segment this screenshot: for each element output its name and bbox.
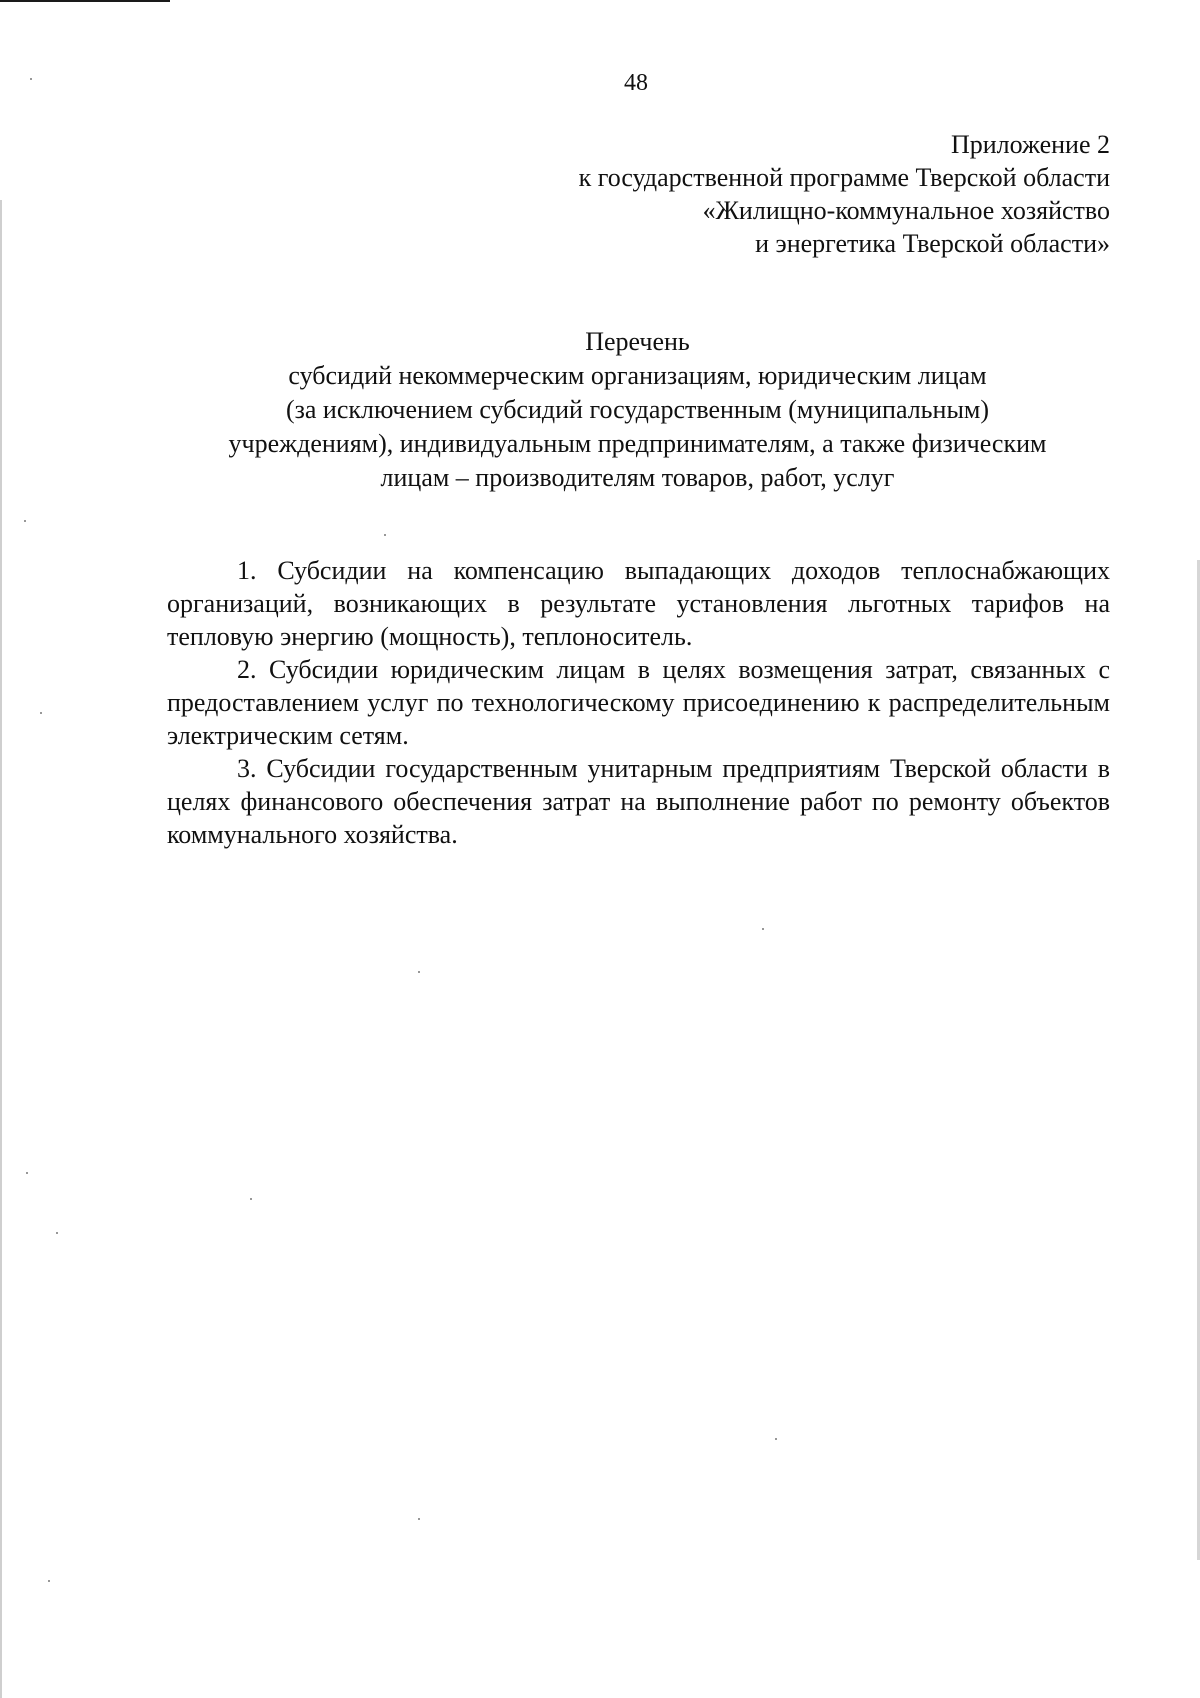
appendix-line: к государственной программе Тверской области — [578, 163, 1110, 192]
list-item: 2. Субсидии юридическим лицам в целях возмещения затрат, связанных с предоставлением услуг по технологическому присоединению к распределительным электрическим сетям. — [167, 655, 1110, 750]
subsidy-list — [167, 554, 1110, 851]
scan-speck — [418, 1518, 420, 1520]
scan-speck — [384, 534, 386, 536]
document-title — [165, 325, 1110, 495]
list-item: 1. Субсидии на компенсацию выпадающих доходов теплоснабжающих организаций, возникающих в результате установления льготных тарифов на тепловую энергию (мощность), теплоноситель. — [167, 556, 1110, 651]
scan-speck — [56, 1232, 58, 1234]
page-number: 48 — [624, 70, 648, 96]
title-line: (за исключением субсидий государственным (муниципальным) — [285, 395, 990, 424]
scan-speck — [26, 1172, 28, 1174]
scan-speck — [48, 1580, 50, 1582]
title-line: субсидий некоммерческим организациям, юридическим лицам — [288, 361, 987, 390]
appendix-header — [579, 128, 1110, 260]
title-line: учреждениям), индивидуальным предпринимателям, а также физическим — [228, 429, 1047, 458]
scan-edge-left — [0, 200, 2, 1698]
appendix-line: Приложение 2 — [950, 130, 1110, 159]
scan-edge-top — [0, 0, 170, 2]
scan-speck — [762, 928, 764, 930]
scan-speck — [418, 971, 420, 973]
scan-speck — [40, 712, 42, 714]
scan-speck — [250, 1198, 252, 1200]
scan-speck — [24, 520, 26, 522]
title-line: лицам – производителям товаров, работ, услуг — [380, 463, 895, 492]
appendix-line: и энергетика Тверской области» — [755, 229, 1110, 258]
scan-speck — [775, 1438, 777, 1440]
appendix-line: «Жилищно-коммунальное хозяйство — [702, 196, 1110, 225]
title-heading: Перечень — [585, 327, 690, 356]
list-item: 3. Субсидии государственным унитарным предприятиям Тверской области в целях финансового обеспечения затрат на выполнение работ по ремонту объектов коммунального хозяйства. — [167, 754, 1110, 849]
